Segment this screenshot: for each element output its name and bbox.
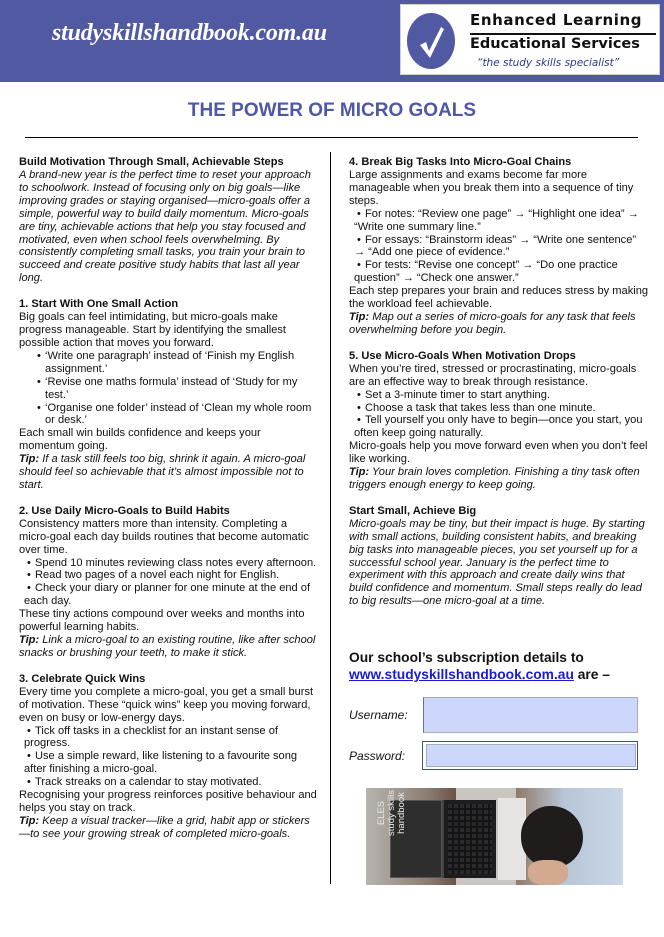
- tip-text: If a task still feels too big, shrink it again. A micro-goal should feel so achievable that it’s almost impossible not to start.: [19, 453, 306, 491]
- logo-tagline: “the study skills specialist”: [477, 57, 620, 69]
- section-1: [19, 298, 319, 492]
- tip: [19, 453, 319, 492]
- bullet-list: [19, 557, 319, 609]
- list-item: • Use a simple reward, like listening to a favourite song after finishing a micro-goal.: [19, 750, 319, 776]
- page-title: THE POWER OF MICRO GOALS: [187, 100, 477, 121]
- tip-label: Tip:: [349, 310, 370, 323]
- tip-label: Tip:: [19, 634, 40, 646]
- bullet-list: [349, 208, 649, 285]
- list-item: • Tick off tasks in a checklist for an instant sense of progress.: [19, 725, 319, 751]
- section-body: Big goals can feel intimidating, but micro-goals make progress manageable. Start by identifying the smallest possible action that moves you forward.: [19, 311, 287, 349]
- bullet-list: [349, 389, 649, 441]
- screen-text-line: ELES: [376, 800, 387, 826]
- username-field[interactable]: [423, 697, 638, 733]
- list-item: • Track streaks on a calendar to stay motivated.: [19, 776, 319, 789]
- section-3: [19, 673, 319, 841]
- section-5: [349, 350, 649, 492]
- tip-text: Your brain loves completion. Finishing a tiny task often triggers enough energy to keep going.: [349, 466, 640, 491]
- left-column: [19, 156, 319, 854]
- section-body: When you’re tired, stressed or procrastinating, micro-goals are an effective way to break through resistance.: [349, 362, 637, 388]
- student-laptop-photo: [366, 788, 623, 885]
- subscription-heading: [349, 649, 649, 683]
- section-2: [19, 505, 319, 660]
- conclusion-body: Micro-goals may be tiny, but their impact is huge. By starting with small actions, building consistent habits, and breaking big tasks into manageable pieces, you set yourself up for a successful school year. January is the perfect time to experiment with this approach and create daily wins that build confidence and momentum. Small steps really do lead to big results—one micro-goal at a time.: [349, 517, 645, 608]
- list-item: • Set a 3-minute timer to start anything.: [349, 389, 649, 402]
- logo-line-1: Enhanced Learning: [470, 11, 643, 29]
- tip-text: Keep a visual tracker—like a grid, habit app or stickers—to see your growing streak of completed micro-goals.: [19, 814, 310, 840]
- laptop-screen-text: [377, 788, 407, 848]
- site-name: studyskillshandbook.com.au: [52, 20, 327, 46]
- section-closing: These tiny actions compound over weeks and months into powerful learning habits.: [19, 608, 305, 634]
- tip-label: Tip:: [349, 466, 370, 479]
- tip-label: Tip:: [19, 814, 40, 827]
- tip-label: Tip:: [19, 453, 40, 466]
- password-field-frame: [422, 741, 638, 770]
- checkmark-circle-icon: [407, 13, 455, 69]
- logo-divider: [470, 33, 656, 35]
- intro-body: A brand-new year is the perfect time to reset your approach to schoolwork. Instead of focusing only on big goals—like improving grades or staying organised—micro-goals offer a simple, powerful way to build daily momentum. Micro-goals are tiny, achievable actions that help you stay focused and motivated, even when school feels overwhelming. By consistently completing small tasks, you train your brain to succeed and create positive study habits that last all year long.: [19, 169, 311, 285]
- bullet-list: [19, 350, 319, 427]
- conclusion-section: [349, 505, 649, 608]
- list-item: • Choose a task that takes less than one minute.: [349, 402, 649, 415]
- list-item: • ‘Organise one folder’ instead of ‘Clean my whole room or desk.’: [19, 402, 319, 428]
- right-column: [349, 156, 649, 621]
- title-divider: [25, 137, 638, 138]
- list-item: • For tests: “Revise one concept” → “Do one practice question” → “Check one answer.”: [349, 259, 649, 285]
- tip: [19, 815, 319, 841]
- password-label: Password:: [349, 749, 406, 763]
- section-body: Consistency matters more than intensity. Completing a micro-goal each day builds routines that become automatic over time.: [19, 517, 309, 556]
- column-divider: [330, 152, 331, 884]
- password-field[interactable]: [426, 744, 636, 767]
- bullet-list: [19, 725, 319, 790]
- section-heading: 1. Start With One Small Action: [19, 298, 179, 311]
- subscription-intro: Our school’s subscription details to: [349, 650, 584, 665]
- section-heading: 4. Break Big Tasks Into Micro-Goal Chains: [349, 156, 572, 168]
- screen-text-line: handbook: [396, 792, 407, 834]
- section-body: Every time you complete a micro-goal, you get a small burst of motivation. These “quick wins” keep you moving forward, even on busy or low-energy days.: [19, 685, 314, 724]
- list-item: • Spend 10 minutes reviewing class notes every afternoon.: [19, 557, 319, 570]
- list-item: • For notes: “Review one page” → “Highlight one idea” → “Write one summary line.”: [349, 208, 649, 234]
- list-item: • Read two pages of a novel each night for English.: [19, 569, 319, 582]
- intro-section: [19, 156, 319, 285]
- section-heading: 5. Use Micro-Goals When Motivation Drops: [349, 349, 576, 362]
- intro-heading: Build Motivation Through Small, Achievable Steps: [19, 156, 284, 168]
- list-item: • ‘Revise one maths formula’ instead of ‘Study for my test.’: [19, 376, 319, 402]
- logo-line-2: Educational Services: [470, 36, 640, 52]
- screen-text-line: study skills: [386, 790, 397, 836]
- tip: [349, 311, 649, 337]
- student-head: [521, 806, 583, 868]
- subscription-suffix: are –: [573, 667, 610, 682]
- laptop-keyboard: [442, 800, 496, 878]
- section-heading: 3. Celebrate Quick Wins: [19, 672, 146, 685]
- tip: [19, 634, 319, 660]
- website-link[interactable]: www.studyskillshandbook.com.au: [349, 667, 574, 682]
- eles-logo: [400, 4, 660, 75]
- tip-text: Link a micro-goal to an existing routine, like after school snacks or brushing your teeth, to make it stick.: [19, 634, 316, 659]
- tip: [349, 466, 649, 492]
- section-heading: 2. Use Daily Micro-Goals to Build Habits: [19, 504, 230, 517]
- list-item: • Tell yourself you only have to begin—once you start, you often keep going naturally.: [349, 414, 649, 440]
- checkmark-icon: [407, 13, 455, 69]
- tip-text: Map out a series of micro-goals for any task that feels overwhelming before you begin.: [349, 310, 636, 336]
- list-item: • ‘Write one paragraph’ instead of ‘Finish my English assignment.’: [19, 350, 319, 376]
- section-closing: Recognising your progress reinforces positive behaviour and helps you stay on track.: [19, 789, 317, 814]
- section-closing: Each small win builds confidence and keeps your momentum going.: [19, 427, 261, 453]
- section-body: Large assignments and exams become far more manageable when you break them into a sequence of tiny steps.: [349, 169, 634, 207]
- section-closing: Each step prepares your brain and reduces stress by making the workload feel achievable.: [349, 285, 649, 311]
- header-banner: [0, 0, 664, 82]
- section-closing: Micro-goals help you move forward even when you don’t feel like working.: [349, 440, 648, 466]
- username-label: Username:: [349, 708, 408, 722]
- student-hand: [528, 860, 568, 885]
- conclusion-heading: Start Small, Achieve Big: [349, 504, 477, 517]
- section-4: [349, 156, 649, 337]
- list-item: • Check your diary or planner for one minute at the end of each day.: [19, 582, 319, 608]
- list-item: • For essays: “Brainstorm ideas” → “Write one sentence” → “Add one piece of evidence.”: [349, 234, 649, 260]
